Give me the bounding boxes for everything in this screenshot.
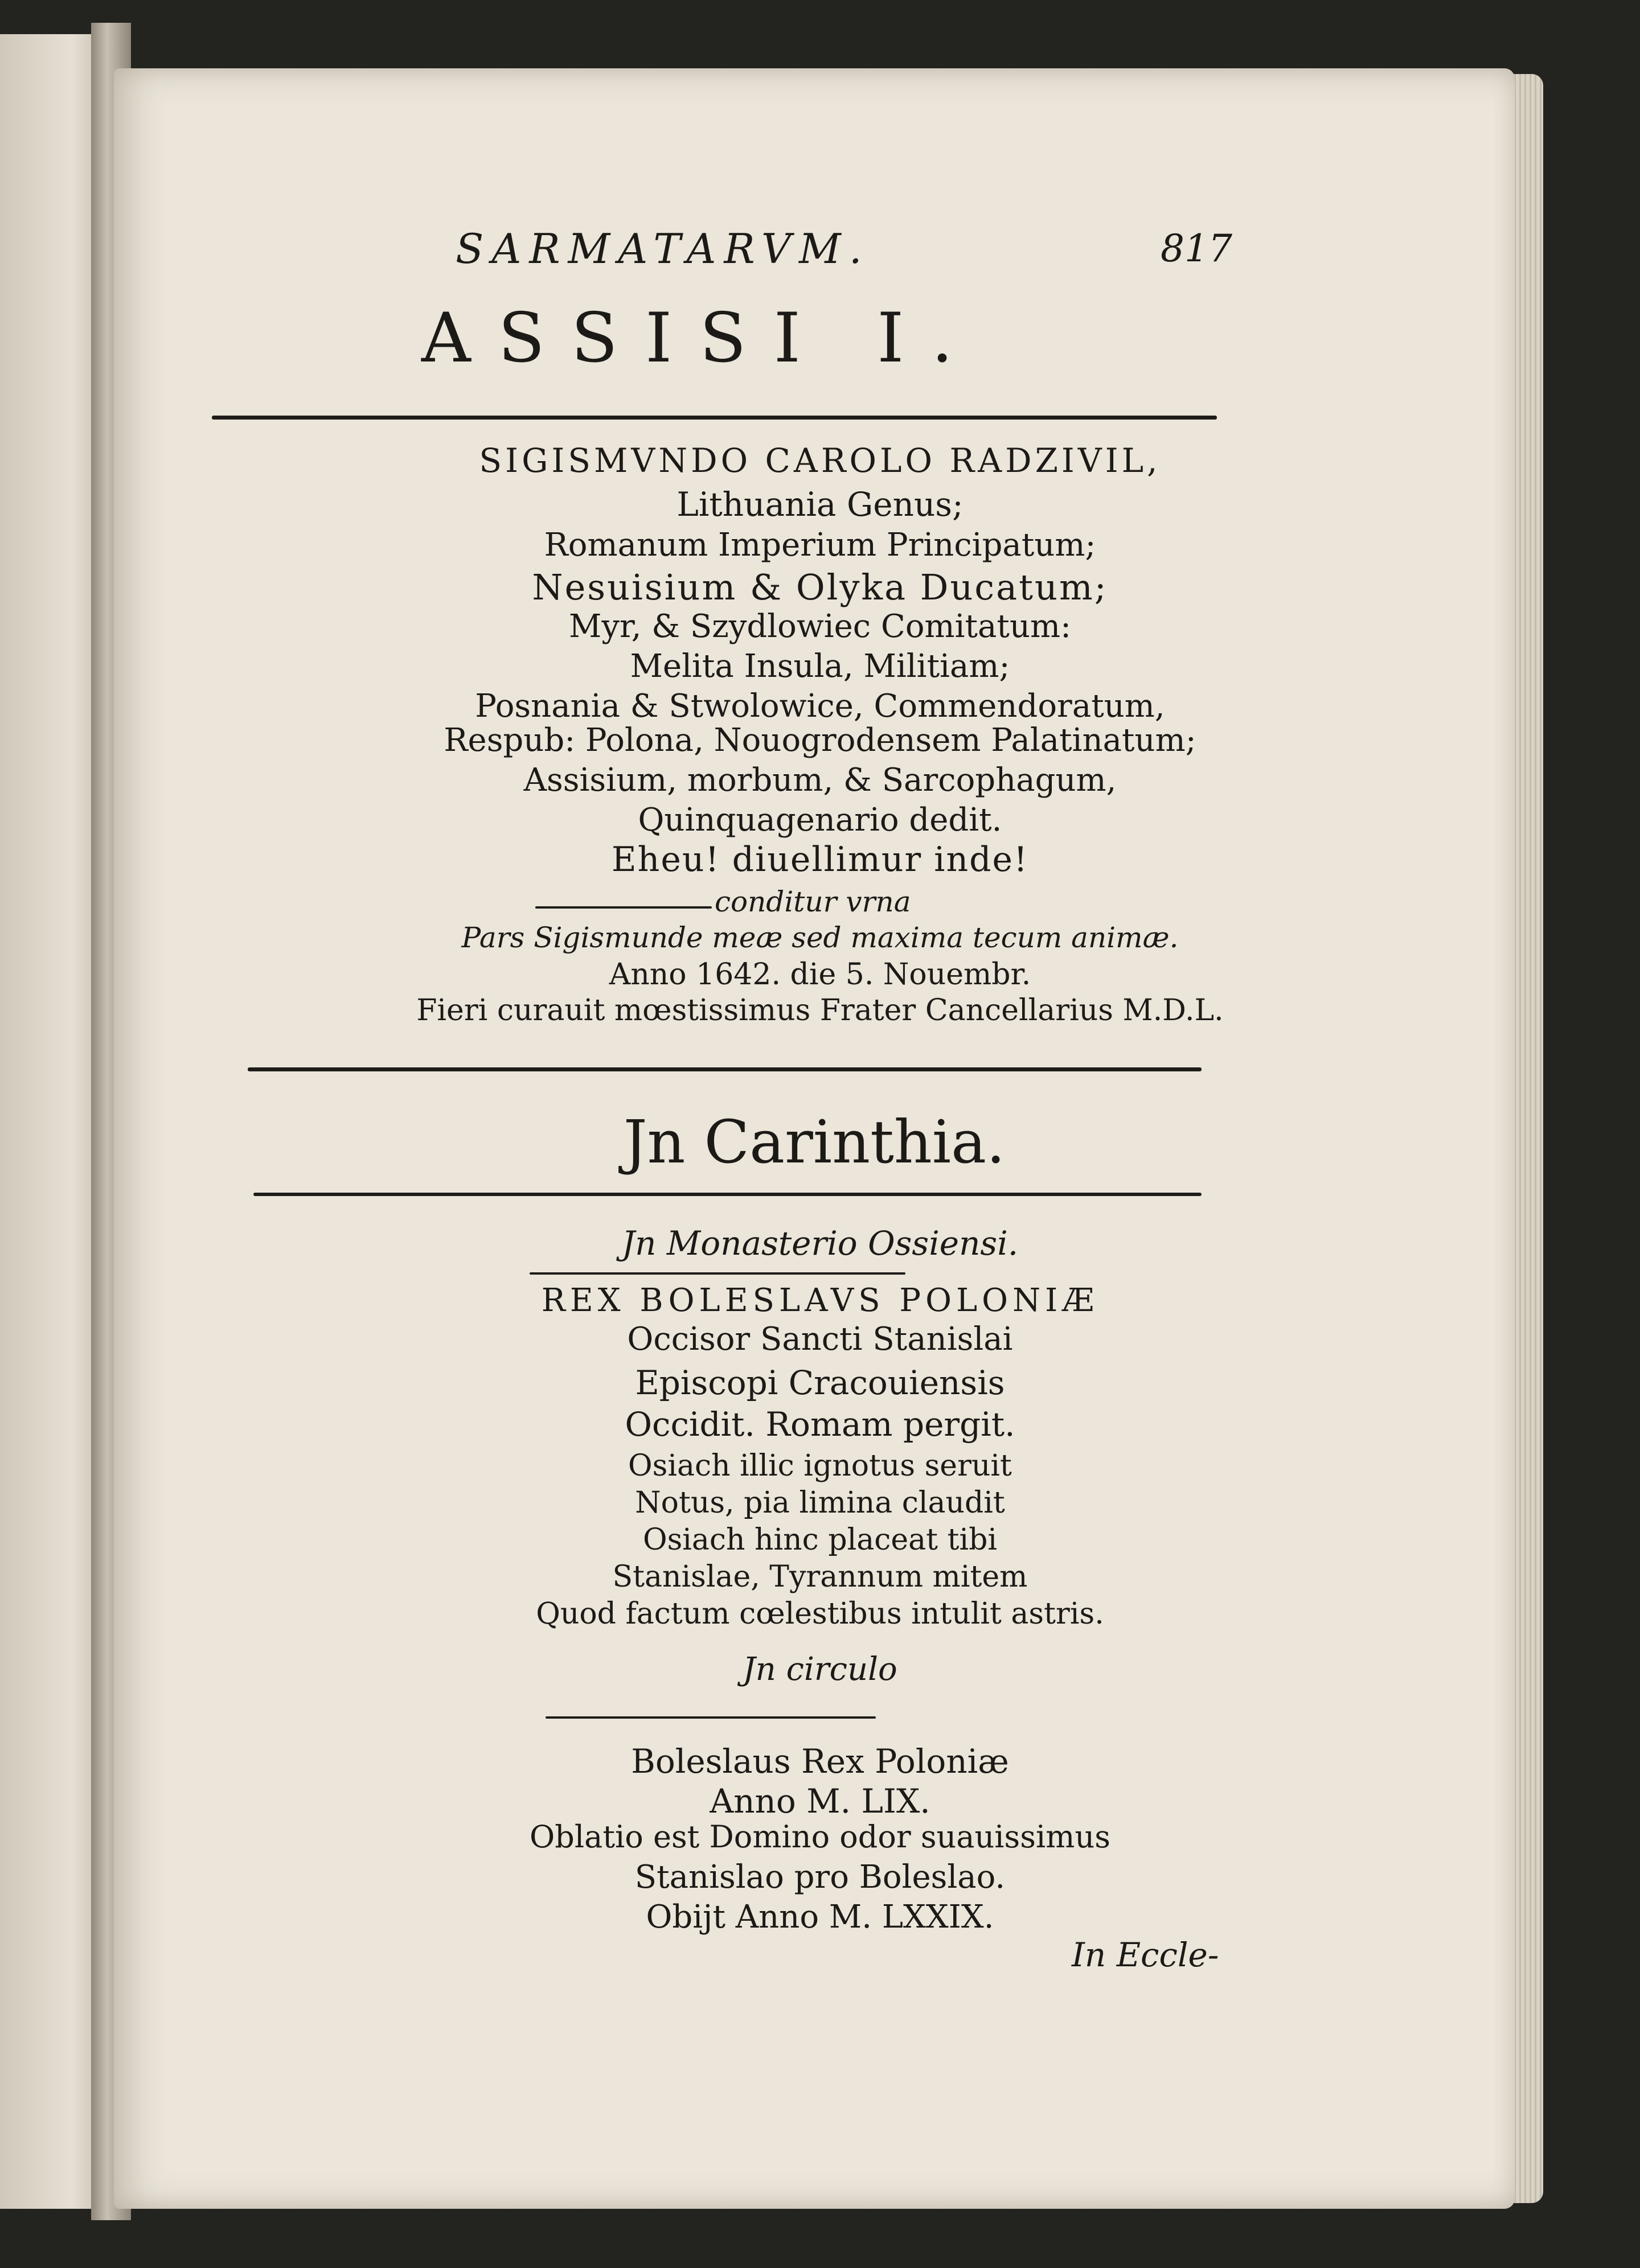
circle-line: Obijt Anno M. LXXIX. bbox=[646, 1899, 994, 1936]
inscription-line: Assisium, morbum, & Sarcophagum, bbox=[523, 762, 1117, 799]
section-rule bbox=[248, 1067, 1202, 1071]
inscription-line: Melita Insula, Militiam; bbox=[630, 648, 1010, 685]
circle-line: Boleslaus Rex Poloniæ bbox=[631, 1742, 1009, 1781]
verse-line: Pars Sigismunde meæ sed maxima tecum animæ. bbox=[461, 921, 1179, 954]
inscription-signature: Fieri curauit mœstissimus Frater Cancellarius M.D.L. bbox=[416, 993, 1224, 1028]
inscription-date: Anno 1642. die 5. Nouembr. bbox=[609, 958, 1031, 992]
inscription-line: Stanislae, Tyrannum mitem bbox=[612, 1560, 1028, 1594]
inscription-line: Lithuania Genus; bbox=[676, 485, 964, 524]
subheading-rule bbox=[530, 1272, 905, 1275]
inscription-line: Occisor Sancti Stanislai bbox=[627, 1321, 1013, 1358]
circle-rule bbox=[546, 1716, 876, 1719]
inscription-line: Myr, & Szydlowiec Comitatum: bbox=[569, 608, 1071, 645]
inscription-line: Osiach illic ignotus seruit bbox=[628, 1449, 1012, 1483]
inscription-line: Eheu! diuellimur inde! bbox=[611, 840, 1029, 880]
inscription-line: Occidit. Romam pergit. bbox=[625, 1405, 1015, 1444]
title-rule bbox=[212, 416, 1217, 420]
circle-label: Jn circulo bbox=[743, 1651, 897, 1688]
section-heading: Jn Carinthia. bbox=[623, 1107, 1006, 1177]
catchword: In Eccle- bbox=[1072, 1936, 1219, 1974]
inscription-line: Quod factum cœlestibus intulit astris. bbox=[536, 1597, 1104, 1631]
page-number: 817 bbox=[1161, 227, 1232, 270]
section-subheading: Jn Monasterio Ossiensi. bbox=[621, 1224, 1019, 1263]
inscription-line: Posnania & Stwolowice, Commendoratum, bbox=[475, 688, 1165, 725]
heading-rule bbox=[253, 1193, 1202, 1196]
inscription-line: REX BOLESLAVS POLONIÆ bbox=[541, 1282, 1099, 1319]
verse-rule bbox=[535, 906, 712, 909]
inscription-line: Notus, pia limina claudit bbox=[635, 1486, 1005, 1520]
inscription-line: SIGISMVNDO CAROLO RADZIVIL, bbox=[479, 441, 1161, 480]
page-title: ASSISI I. bbox=[421, 299, 981, 378]
inscription-line: Episcopi Cracouiensis bbox=[635, 1363, 1005, 1402]
inscription-line: Osiach hinc placeat tibi bbox=[642, 1523, 998, 1557]
circle-line: Stanislao pro Boleslao. bbox=[634, 1859, 1006, 1896]
circle-line: Anno M. LIX. bbox=[710, 1782, 930, 1821]
running-head: SARMATARVM. bbox=[456, 225, 870, 273]
inscription-line: Quinquagenario dedit. bbox=[638, 802, 1002, 839]
inscription-line: Respub: Polona, Nouogrodensem Palatinatum; bbox=[444, 722, 1196, 759]
circle-line: Oblatio est Domino odor suauissimus bbox=[530, 1819, 1110, 1855]
verse-tail: conditur vrna bbox=[715, 885, 911, 918]
inscription-line: Nesuisium & Olyka Ducatum; bbox=[532, 566, 1108, 608]
inscription-line: Romanum Imperium Principatum; bbox=[544, 527, 1096, 564]
